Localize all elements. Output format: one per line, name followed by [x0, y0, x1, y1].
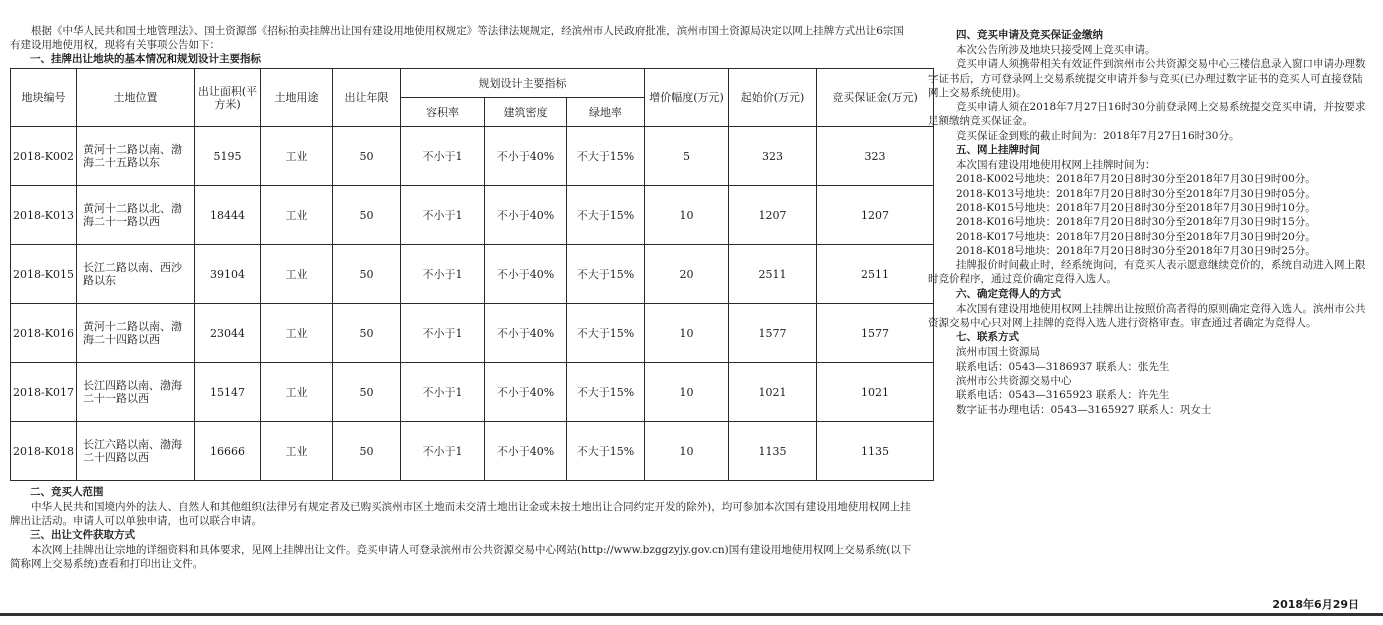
section3-heading: 三、出让文件获取方式	[30, 529, 135, 541]
section5-paragraph: 挂牌报价时间截止时，经系统询问，有竞买人表示愿意继续竞价的，系统自动进入网上限时竞价程序，通过竞价确定竞得入选人。	[928, 259, 1366, 286]
section4-heading: 四、竞买申请及竞买保证金缴纳	[956, 29, 1103, 41]
section5-paragraph: 本次国有建设用地使用权网上挂牌时间为：	[956, 159, 1156, 172]
section5-paragraph: 2018-K016号地块：2018年7月20日8时30分至2018年7月30日9时15分。	[956, 216, 1316, 229]
cell-term: 50	[333, 127, 401, 186]
section6-body: 本次国有建设用地使用权网上挂牌出让按照价高者得的原则确定竞得入选人。滨州市公共资源交易中心只对网上挂牌的竞得入选人进行资格审查。审查通过者确定为竞得人。	[928, 302, 1366, 330]
cell-location: 黄河十二路以南、渤海二十四路以西	[77, 304, 195, 363]
cell-increment: 10	[645, 422, 729, 481]
cell-deposit: 1135	[817, 422, 934, 481]
cell-term: 50	[333, 363, 401, 422]
cell-start-price: 323	[729, 127, 817, 186]
cell-location: 长江二路以南、西沙路以东	[77, 245, 195, 304]
cell-start-price: 1207	[729, 186, 817, 245]
section5-paragraph: 2018-K018号地块：2018年7月20日8时30分至2018年7月30日9时25分。	[956, 244, 1316, 257]
section3-body: 本次网上挂牌出让宗地的详细资料和具体要求，见网上挂牌出让文件。竞买申请人可登录滨州市公共资源交易中心网站(http://www.bzggzyjy.gov.cn)国有建设用地使用权网上交易系统(以下简称网上交易系统)查看和打印出让文件。	[10, 544, 912, 570]
cell-deposit: 2511	[817, 245, 934, 304]
cell-far: 不小于1	[401, 245, 485, 304]
section2-heading: 二、竞买人范围	[30, 486, 104, 498]
header-code: 地块编号	[11, 69, 77, 127]
table-row	[11, 304, 934, 363]
cell-code: 2018-K002	[11, 127, 77, 186]
right-column	[928, 28, 1368, 417]
section5-paragraph: 2018-K015号地块：2018年7月20日8时30分至2018年7月30日9时10分。	[956, 201, 1316, 214]
cell-term: 50	[333, 245, 401, 304]
header-location: 土地位置	[77, 69, 195, 127]
cell-start-price: 1577	[729, 304, 817, 363]
header-deposit: 竞买保证金(万元)	[817, 69, 934, 127]
section1-heading: 一、挂牌出让地块的基本情况和规划设计主要指标	[30, 53, 261, 65]
cell-area: 39104	[195, 245, 261, 304]
cell-start-price: 1021	[729, 363, 817, 422]
bottom-divider	[0, 613, 1383, 616]
section5-paragraph: 2018-K017号地块：2018年7月20日8时30分至2018年7月30日9时20分。	[956, 230, 1316, 243]
cell-deposit: 1207	[817, 186, 934, 245]
cell-area: 18444	[195, 186, 261, 245]
table-row	[11, 186, 934, 245]
cell-term: 50	[333, 304, 401, 363]
header-term: 出让年限	[333, 69, 401, 127]
cell-area: 15147	[195, 363, 261, 422]
section6-heading: 六、确定竞得人的方式	[956, 287, 1061, 300]
header-density: 建筑密度	[485, 98, 567, 127]
header-area: 出让面积(平方米)	[195, 69, 261, 127]
section5-paragraph: 2018-K013号地块：2018年7月20日8时30分至2018年7月30日9时05分。	[956, 187, 1316, 200]
section5-heading: 五、网上挂牌时间	[956, 144, 1040, 157]
cell-far: 不小于1	[401, 186, 485, 245]
cell-area: 23044	[195, 304, 261, 363]
header-increment: 增价幅度(万元)	[645, 69, 729, 127]
header-green: 绿地率	[567, 98, 645, 127]
cell-location: 黄河十二路以南、渤海二十五路以东	[77, 127, 195, 186]
cell-green: 不大于15%	[567, 186, 645, 245]
cell-location: 黄河十二路以北、渤海二十一路以西	[77, 186, 195, 245]
cell-start-price: 1135	[729, 422, 817, 481]
section4-paragraph: 竞买申请人须在2018年7月27日16时30分前登录网上交易系统提交竞买申请，并按要求足额缴纳竞买保证金。	[928, 101, 1366, 128]
cell-location: 长江四路以南、渤海二十一路以西	[77, 363, 195, 422]
cell-use: 工业	[261, 422, 333, 481]
cell-term: 50	[333, 186, 401, 245]
cell-use: 工业	[261, 304, 333, 363]
table-row	[11, 422, 934, 481]
header-use: 土地用途	[261, 69, 333, 127]
cell-use: 工业	[261, 245, 333, 304]
table-row	[11, 245, 934, 304]
section7-heading: 七、联系方式	[956, 331, 1019, 344]
cell-area: 16666	[195, 422, 261, 481]
cell-deposit: 1021	[817, 363, 934, 422]
cell-density: 不小于40%	[485, 422, 567, 481]
intro-paragraph: 根据《中华人民共和国土地管理法》、国土资源部《招标拍卖挂牌出让国有建设用地使用权规定》等法律法规规定，经滨州市人民政府批准，滨州市国土资源局决定以网上挂牌方式出让6宗国有建设用地使用权，现将有关事项公告如下：	[10, 25, 904, 51]
table-row	[11, 127, 934, 186]
section4-paragraph: 本次公告所涉及地块只接受网上竞买申请。	[956, 44, 1156, 56]
cell-far: 不小于1	[401, 127, 485, 186]
header-start-price: 起始价(万元)	[729, 69, 817, 127]
cell-increment: 10	[645, 304, 729, 363]
cell-green: 不大于15%	[567, 127, 645, 186]
cell-far: 不小于1	[401, 304, 485, 363]
cell-use: 工业	[261, 186, 333, 245]
cell-density: 不小于40%	[485, 245, 567, 304]
section5-paragraph: 2018-K002号地块：2018年7月20日8时30分至2018年7月30日9时00分。	[956, 173, 1316, 186]
contact-line: 联系电话：0543—3186937 联系人：张先生	[956, 360, 1170, 373]
contact-line: 滨州市国土资源局	[956, 346, 1040, 359]
cell-code: 2018-K015	[11, 245, 77, 304]
section4-paragraph: 竞买申请人须携带相关有效证件到滨州市公共资源交易中心三楼信息录入窗口申请办理数字证书后，方可登录网上交易系统提交申请并参与竞买(已办理过数字证书的竞买人可直接登陆网上交易系统使用)。	[928, 58, 1366, 99]
cell-increment: 10	[645, 363, 729, 422]
cell-green: 不大于15%	[567, 245, 645, 304]
cell-deposit: 323	[817, 127, 934, 186]
cell-density: 不小于40%	[485, 186, 567, 245]
cell-far: 不小于1	[401, 422, 485, 481]
cell-density: 不小于40%	[485, 127, 567, 186]
land-table	[10, 68, 934, 481]
cell-green: 不大于15%	[567, 363, 645, 422]
section2-body: 中华人民共和国境内外的法人、自然人和其他组织(法律另有规定者及已购买滨州市区土地而未交清土地出让金或未按土地出让合同约定开发的除外)，均可参加本次国有建设用地使用权网上挂牌出让活动。申请人可以单独申请，也可以联合申请。	[10, 501, 911, 527]
cell-increment: 5	[645, 127, 729, 186]
header-planning: 规划设计主要指标	[401, 69, 645, 98]
cell-term: 50	[333, 422, 401, 481]
section4-paragraph: 竞买保证金到账的截止时间为：2018年7月27日16时30分。	[956, 129, 1240, 142]
cell-green: 不大于15%	[567, 422, 645, 481]
contact-line: 滨州市公共资源交易中心	[956, 374, 1072, 387]
cell-deposit: 1577	[817, 304, 934, 363]
cell-increment: 20	[645, 245, 729, 304]
cell-area: 5195	[195, 127, 261, 186]
cell-code: 2018-K013	[11, 186, 77, 245]
left-column	[10, 24, 918, 571]
contact-line: 联系电话：0543—3165923 联系人：许先生	[956, 389, 1170, 402]
cell-start-price: 2511	[729, 245, 817, 304]
cell-density: 不小于40%	[485, 363, 567, 422]
cell-use: 工业	[261, 363, 333, 422]
cell-code: 2018-K016	[11, 304, 77, 363]
cell-code: 2018-K017	[11, 363, 77, 422]
announcement-date: 2018年6月29日	[1272, 598, 1359, 611]
cell-increment: 10	[645, 186, 729, 245]
cell-code: 2018-K018	[11, 422, 77, 481]
cell-use: 工业	[261, 127, 333, 186]
cell-green: 不大于15%	[567, 304, 645, 363]
cell-location: 长江六路以南、渤海二十四路以西	[77, 422, 195, 481]
cell-density: 不小于40%	[485, 304, 567, 363]
contact-line: 数字证书办理电话：0543—3165927 联系人：巩女士	[956, 403, 1212, 416]
header-far: 容积率	[401, 98, 485, 127]
table-row	[11, 363, 934, 422]
cell-far: 不小于1	[401, 363, 485, 422]
